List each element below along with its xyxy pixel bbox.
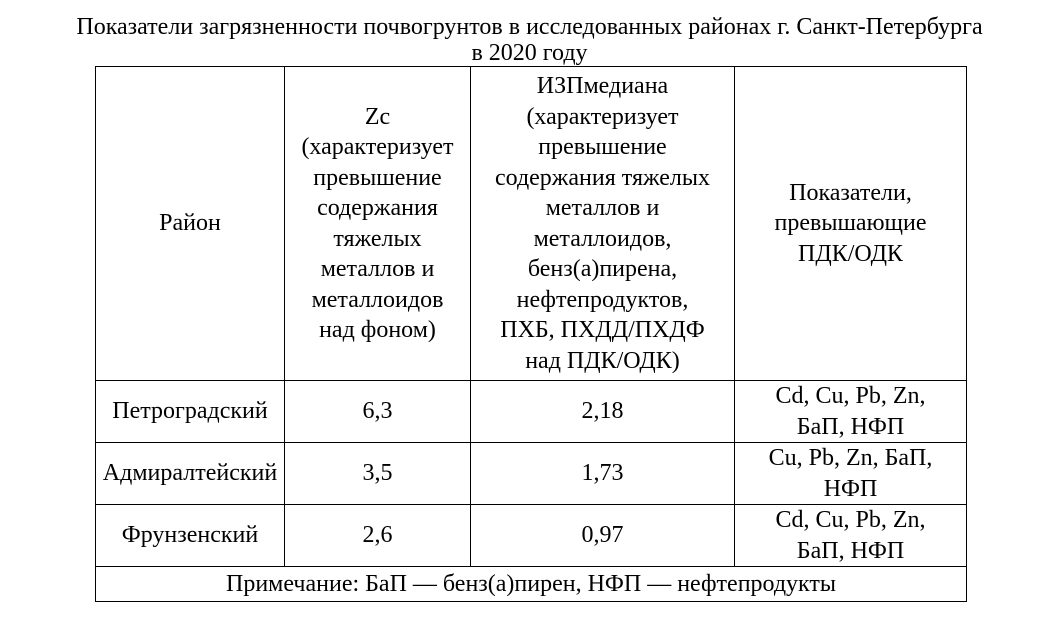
table-row <box>96 381 967 443</box>
cell-exceed <box>735 505 967 567</box>
header-izp-line: ПХБ, ПХДД/ПХДФ <box>500 317 705 343</box>
header-izp-line: нефтепродуктов, <box>516 286 689 313</box>
header-zc-line: Zc <box>364 103 391 130</box>
pollution-table <box>95 66 967 602</box>
cell-exceed-line: Cd, Cu, Pb, Zn, <box>775 507 926 533</box>
header-zc-line: над фоном) <box>319 317 436 343</box>
header-zc-line: (характеризует <box>301 134 454 160</box>
header-zc-line: содержания <box>317 195 438 221</box>
cell-exceed <box>735 381 967 443</box>
cell-district: Фрунзенский <box>96 505 285 567</box>
header-exceed-line: ПДК/ОДК <box>798 240 903 267</box>
header-district-label: Район <box>159 210 221 237</box>
header-exceed-line: Показатели, <box>789 179 912 206</box>
cell-izp: 2,18 <box>471 381 735 443</box>
header-exceed-line: превышающие <box>774 210 927 237</box>
cell-izp: 0,97 <box>471 505 735 567</box>
header-zc-line: металлов и <box>320 256 435 282</box>
header-exceed <box>735 67 967 381</box>
header-izp-line: содержания тяжелых <box>494 164 710 191</box>
cell-zc: 6,3 <box>285 381 471 443</box>
cell-exceed-line: БаП, НФП <box>796 537 905 564</box>
header-zc-line: тяжелых <box>333 225 422 252</box>
header-izp-line: бенз(а)пирена, <box>527 256 678 282</box>
header-izp-line: превышение <box>538 134 667 160</box>
cell-district: Адмиралтейский <box>96 443 285 505</box>
table-row <box>96 443 967 505</box>
header-zc-line: превышение <box>313 164 442 191</box>
header-izp-line: металлов и <box>545 195 660 221</box>
title-line-2: в 2020 году <box>471 40 588 66</box>
header-zc-line: металлоидов <box>311 286 444 313</box>
header-izp-line: металлоидов, <box>533 225 672 252</box>
header-izp-line: над ПДК/ОДК) <box>525 347 680 374</box>
header-row <box>96 67 967 381</box>
table-note: Примечание: БаП — бенз(а)пирен, НФП — нефтепродукты <box>96 567 967 602</box>
cell-izp: 1,73 <box>471 443 735 505</box>
cell-zc: 2,6 <box>285 505 471 567</box>
document-title <box>0 14 1059 66</box>
header-izp <box>471 67 735 381</box>
table-row <box>96 505 967 567</box>
cell-district: Петроградский <box>96 381 285 443</box>
title-line-1: Показатели загрязненности почвогрунтов в исследованных районах г. Санкт-Петербурга <box>76 14 983 40</box>
header-zc <box>285 67 471 381</box>
header-izp-line: ИЗПмедиана <box>536 73 669 99</box>
note-row <box>96 567 967 602</box>
header-district <box>96 67 285 381</box>
header-izp-line: (характеризует <box>526 103 679 130</box>
cell-exceed-line: Cu, Pb, Zn, БаП, <box>768 445 933 471</box>
cell-exceed-line: БаП, НФП <box>796 413 905 440</box>
cell-exceed-line: НФП <box>823 475 878 502</box>
cell-exceed <box>735 443 967 505</box>
cell-exceed-line: Cd, Cu, Pb, Zn, <box>775 383 926 409</box>
cell-zc: 3,5 <box>285 443 471 505</box>
